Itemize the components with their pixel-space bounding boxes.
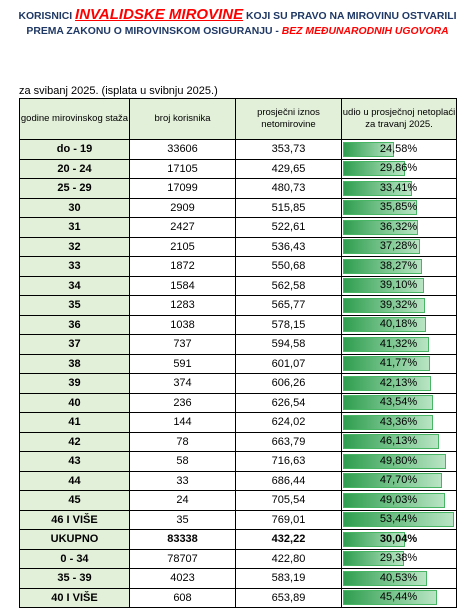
years-of-service-cell: 38 [20,354,130,374]
share-of-salary-cell [342,179,457,199]
beneficiary-count-cell: 17099 [130,179,236,199]
years-of-service-cell: 0 - 34 [20,549,130,569]
share-value-label: 29,86% [379,162,418,175]
average-pension-cell: 626,54 [236,393,342,413]
share-bar-container [343,200,454,215]
beneficiary-count-cell: 78707 [130,549,236,569]
table-row [20,549,457,569]
share-value-label: 30,04% [379,532,418,545]
share-bar-container [343,161,454,176]
column-header-broj: broj korisnika [130,99,236,140]
years-of-service-cell: 34 [20,276,130,296]
share-value-label: 53,44% [379,513,418,526]
table-row [20,588,457,608]
average-pension-cell: 429,65 [236,159,342,179]
share-bar-container [343,434,454,449]
beneficiary-count-cell: 144 [130,413,236,433]
header-highlight-invalidske: INVALIDSKE MIROVINE [75,6,244,23]
beneficiary-count-cell: 17105 [130,159,236,179]
years-of-service-cell: 41 [20,413,130,433]
share-of-salary-cell [342,452,457,472]
share-of-salary-cell [342,335,457,355]
share-bar-container [343,571,454,586]
years-of-service-cell: 31 [20,218,130,238]
share-of-salary-cell [342,393,457,413]
table-row [20,510,457,530]
header-line-1 [0,6,475,23]
share-bar-container [343,181,454,196]
beneficiary-count-cell: 83338 [130,530,236,550]
share-bar-container [343,551,454,566]
header-highlight-bez-ugovora: BEZ MEĐUNARODNIH UGOVORA [281,26,449,37]
beneficiary-count-cell: 33 [130,471,236,491]
beneficiary-count-cell: 236 [130,393,236,413]
share-bar-container [343,220,454,235]
table-row [20,315,457,335]
average-pension-cell: 686,44 [236,471,342,491]
share-of-salary-cell [342,374,457,394]
share-of-salary-cell [342,198,457,218]
share-of-salary-cell [342,491,457,511]
table-row [20,237,457,257]
share-value-label: 49,03% [379,493,418,506]
column-header-iznos: prosječni iznos netomirovine [236,99,342,140]
share-of-salary-cell [342,140,457,160]
share-bar-container [343,395,454,410]
share-of-salary-cell [342,159,457,179]
table-body [20,140,457,608]
average-pension-cell: 550,68 [236,257,342,277]
share-value-label: 40,18% [379,318,418,331]
table-row [20,257,457,277]
years-of-service-cell: 36 [20,315,130,335]
share-value-label: 41,77% [379,357,418,370]
average-pension-cell: 522,61 [236,218,342,238]
beneficiary-count-cell: 374 [130,374,236,394]
table-row [20,140,457,160]
pension-table [19,98,457,608]
average-pension-cell: 422,80 [236,549,342,569]
beneficiary-count-cell: 1283 [130,296,236,316]
share-value-label: 49,80% [379,454,418,467]
share-value-label: 29,38% [379,552,418,565]
table-row [20,491,457,511]
share-bar-container [343,239,454,254]
average-pension-cell: 769,01 [236,510,342,530]
average-pension-cell: 663,79 [236,432,342,452]
share-of-salary-cell [342,413,457,433]
average-pension-cell: 480,73 [236,179,342,199]
share-value-label: 46,13% [379,435,418,448]
header-line-1-post: KOJI SU PRAVO NA MIROVINU OSTVARILI [243,11,457,22]
share-bar-container [343,317,454,332]
share-of-salary-cell [342,549,457,569]
beneficiary-count-cell: 591 [130,354,236,374]
share-of-salary-cell [342,530,457,550]
header-line-1-pre: KORISNICI [18,11,76,22]
share-bar-container [343,356,454,371]
table-header-row [20,99,457,140]
table-total-row [20,530,457,550]
years-of-service-cell: 25 - 29 [20,179,130,199]
average-pension-cell: 515,85 [236,198,342,218]
share-of-salary-cell [342,432,457,452]
share-bar-container [343,259,454,274]
years-of-service-cell: 42 [20,432,130,452]
average-pension-cell: 536,43 [236,237,342,257]
column-header-udio: udio u prosječnoj netoplaći za travanj 2025. [342,99,457,140]
share-value-label: 47,70% [379,474,418,487]
beneficiary-count-cell: 2909 [130,198,236,218]
average-pension-cell: 606,26 [236,374,342,394]
average-pension-cell: 601,07 [236,354,342,374]
years-of-service-cell: 35 [20,296,130,316]
share-bar-container [343,415,454,430]
share-value-label: 33,41% [379,181,418,194]
share-value-label: 35,85% [379,201,418,214]
table-row [20,569,457,589]
share-of-salary-cell [342,569,457,589]
table-row [20,374,457,394]
share-bar-container [343,142,454,157]
average-pension-cell: 353,73 [236,140,342,160]
share-of-salary-cell [342,276,457,296]
table-row [20,413,457,433]
table-subtitle: za svibanj 2025. (isplata u svibnju 2025.) [19,85,218,97]
beneficiary-count-cell: 2105 [130,237,236,257]
column-header-staz: godine mirovinskog staža [20,99,130,140]
table-row [20,452,457,472]
share-bar-container [343,532,454,547]
share-of-salary-cell [342,315,457,335]
share-bar-container [343,493,454,508]
table-row [20,218,457,238]
header-line-2 [0,26,475,37]
table-row [20,159,457,179]
table-row [20,432,457,452]
average-pension-cell: 624,02 [236,413,342,433]
years-of-service-cell: 33 [20,257,130,277]
years-of-service-cell: 40 I VIŠE [20,588,130,608]
share-bar-container [343,337,454,352]
share-value-label: 37,28% [379,240,418,253]
share-of-salary-cell [342,257,457,277]
table-row [20,335,457,355]
share-bar-container [343,473,454,488]
beneficiary-count-cell: 33606 [130,140,236,160]
share-of-salary-cell [342,237,457,257]
share-bar-container [343,454,454,469]
beneficiary-count-cell: 1038 [130,315,236,335]
share-value-label: 36,32% [379,220,418,233]
years-of-service-cell: 45 [20,491,130,511]
share-value-label: 39,10% [379,279,418,292]
table-row [20,198,457,218]
years-of-service-cell: 37 [20,335,130,355]
table-row [20,393,457,413]
beneficiary-count-cell: 35 [130,510,236,530]
average-pension-cell: 594,58 [236,335,342,355]
beneficiary-count-cell: 24 [130,491,236,511]
beneficiary-count-cell: 1872 [130,257,236,277]
share-bar-container [343,512,454,527]
share-bar-container [343,298,454,313]
table-row [20,471,457,491]
share-bar-container [343,590,454,605]
share-of-salary-cell [342,588,457,608]
average-pension-cell: 653,89 [236,588,342,608]
years-of-service-cell: 32 [20,237,130,257]
share-value-label: 40,53% [379,571,418,584]
years-of-service-cell: 35 - 39 [20,569,130,589]
years-of-service-cell: 30 [20,198,130,218]
table-row [20,179,457,199]
header-line-2-pre: PREMA ZAKONU O MIROVINSKOM OSIGURANJU - [26,26,282,37]
average-pension-cell: 583,19 [236,569,342,589]
share-value-label: 43,54% [379,396,418,409]
average-pension-cell: 562,58 [236,276,342,296]
years-of-service-cell: do - 19 [20,140,130,160]
share-value-label: 24,58% [379,142,418,155]
share-bar-container [343,278,454,293]
years-of-service-cell: 44 [20,471,130,491]
share-value-label: 45,44% [379,591,418,604]
beneficiary-count-cell: 58 [130,452,236,472]
years-of-service-cell: 43 [20,452,130,472]
beneficiary-count-cell: 1584 [130,276,236,296]
average-pension-cell: 716,63 [236,452,342,472]
beneficiary-count-cell: 78 [130,432,236,452]
share-value-label: 39,32% [379,298,418,311]
share-of-salary-cell [342,354,457,374]
share-bar-container [343,376,454,391]
share-value-label: 42,13% [379,376,418,389]
beneficiary-count-cell: 4023 [130,569,236,589]
years-of-service-cell: 40 [20,393,130,413]
table-row [20,276,457,296]
beneficiary-count-cell: 608 [130,588,236,608]
share-of-salary-cell [342,218,457,238]
share-of-salary-cell [342,471,457,491]
average-pension-cell: 578,15 [236,315,342,335]
average-pension-cell: 432,22 [236,530,342,550]
share-value-label: 38,27% [379,259,418,272]
share-of-salary-cell [342,296,457,316]
years-of-service-cell: 20 - 24 [20,159,130,179]
share-value-label: 43,36% [379,415,418,428]
average-pension-cell: 705,54 [236,491,342,511]
average-pension-cell: 565,77 [236,296,342,316]
share-of-salary-cell [342,510,457,530]
years-of-service-cell: 46 I VIŠE [20,510,130,530]
beneficiary-count-cell: 2427 [130,218,236,238]
beneficiary-count-cell: 737 [130,335,236,355]
table-row [20,354,457,374]
share-value-label: 41,32% [379,337,418,350]
table-row [20,296,457,316]
years-of-service-cell: 39 [20,374,130,394]
years-of-service-cell: UKUPNO [20,530,130,550]
